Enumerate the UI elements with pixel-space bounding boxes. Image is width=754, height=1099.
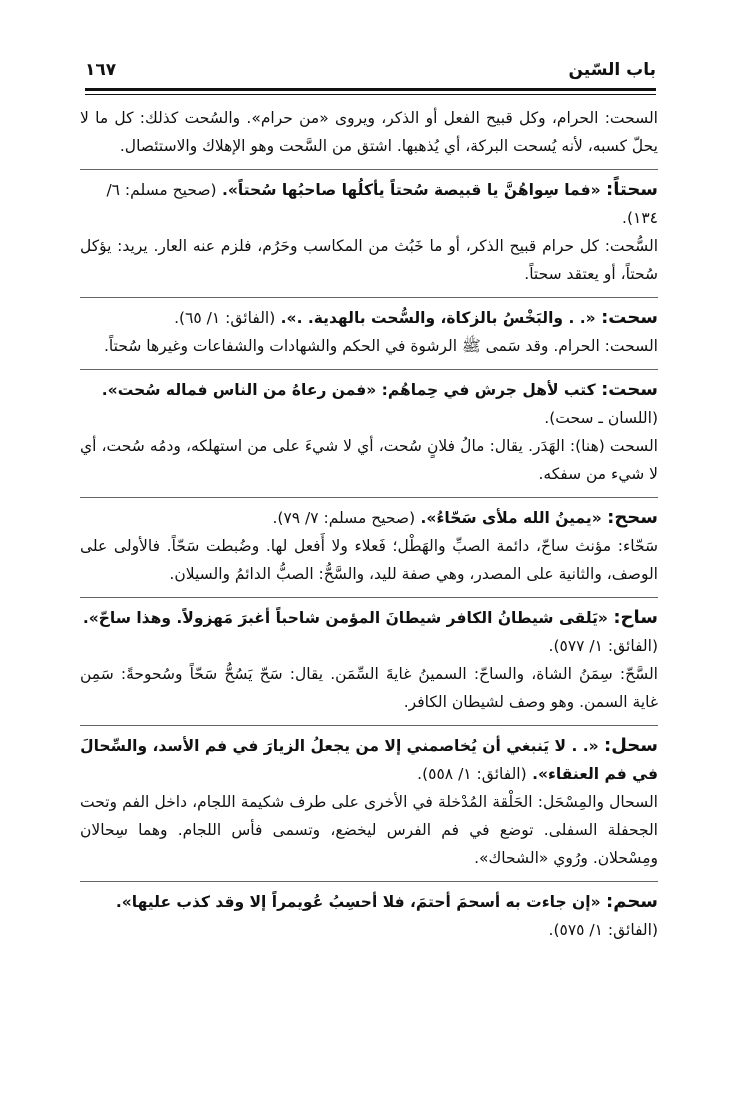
entry-divider (80, 881, 658, 882)
entry-source: (صحيح مسلم: ٧/ ٧٩). (272, 509, 416, 527)
entry (80, 176, 658, 288)
entry-source: (صحيح مسلم: ٦/ ١٣٤). (106, 181, 658, 227)
entry-divider (80, 169, 658, 170)
entry (80, 888, 658, 944)
entry-head (80, 504, 658, 532)
entry-term: سحم: (606, 891, 658, 912)
entry-head (80, 888, 658, 944)
entry (80, 304, 658, 360)
entry-term: سحت: (601, 379, 658, 400)
header-rule-thin (85, 94, 656, 95)
entry-quote: «يَلقى شيطانُ الكافر شيطانَ المؤمن شاحباً أغبرَ مَهزولاً. وهذا ساحّ». (82, 609, 608, 627)
entry-source: (الفائق: ١/ ٥٧٧). (548, 637, 658, 655)
entry-divider (80, 497, 658, 498)
entry-definition: السحال والمِسْحَل: الحَلْقة المُدْخلة في الأخرى على طرف شكيمة اللجام، داخل الفم وتحت الجحفلة السفلى. توضع في فم الفرس ليخضع، وتسمى فأس اللجام. وهما سِحالان ومِسْحلان. ورُوي «الشحاك». (80, 793, 658, 867)
entry-source: (الفائق: ١/ ٥٧٥). (548, 921, 658, 939)
entry-term: سحل: (604, 735, 658, 756)
entry (80, 104, 658, 160)
entry-divider (80, 369, 658, 370)
entry-divider (80, 725, 658, 726)
entry-definition: السَّحّ: سِمَنُ الشاة، والساحّ: السمينُ غايةَ السِّمَن. يقال: سَحّ يَسُحُّ سَحّاً وسُحوحةً: سَمِن غاية السمن. وهو وصف لشيطان الكافر. (80, 665, 658, 711)
entry-definition: السحت (هنا): الهَدَر. يقال: مالُ فلانٍ سُحت، أي لا شيءَ على من استهلكه، ودمُه سُحت، أي لا شيء من سفكه. (80, 437, 658, 483)
entry-quote: «فما سِواهُنَّ يا قبيصة سُحتاً يأكلُها صاحبُها سُحتاً». (221, 181, 601, 199)
entry-source: (الفائق: ١/ ٥٥٨). (417, 765, 527, 783)
entry (80, 504, 658, 588)
entry (80, 604, 658, 716)
entry-term: سحتاً: (606, 179, 658, 200)
entry (80, 732, 658, 872)
entry-quote: كتب لأهل جرش في حِماهُم: «فمن رعاهُ من الناس فماله سُحت». (101, 381, 596, 399)
entry-term: ساح: (613, 607, 658, 628)
entry-definition: السُّحت: كل حرام قبيح الذكر، أو ما خَبُث من المكاسب وحَرُم، فلزم عنه العار. يريد: يؤكل سُحتاً، أو يعتقد سحتاً. (80, 237, 658, 283)
header-rule-thick (85, 88, 656, 91)
entry-term: سحح: (607, 507, 658, 528)
section-title: باب السّين (568, 60, 656, 80)
entry-definition: السحت: الحرام. وقد سَمى ﷺ الرشوة في الحكم والشهادات والشفاعات وغيرها سُحتاً. (104, 337, 658, 355)
entry-definition: سَحّاء: مؤنث ساحّ، دائمة الصبِّ والهَطْل؛ فَعلاء ولا أَفعل لها. وضُبطت سَحّاً. فالأولى على الوصف، والثانية على المصدر، وهي صفة لليد، والسَّحُّ: الصبُّ الدائمُ والسيلان. (80, 537, 658, 583)
entry-quote: «يمينُ الله ملأى سَحّاءُ». (420, 509, 602, 527)
entry-quote: «. . والبَخْسُ بالزكاة، والسُّحت بالهدية. .». (280, 309, 596, 327)
entry-source: (اللسان ـ سحت). (544, 409, 658, 427)
entry-head (80, 376, 658, 432)
entry-head (80, 304, 658, 332)
entry-definition: السحت: الحرام، وكل قبيح الفعل أو الذكر، ويروى «من حرام». والسُحت كذلك: كل ما لا يحلّ كسبه، لأنه يُسحت البركة، أي يُذهبها. اشتق من السَّحت وهو الإهلاك والاستئصال. (80, 109, 658, 155)
entry-quote: «. . لا يَنبغي أن يُخاصمني إلا من يجعلُ الزيارَ في فم الأسد، والسِّحالَ في فم العنقاء». (80, 737, 658, 783)
entries-list (80, 104, 658, 953)
entry-source: (الفائق: ١/ ٦٥). (174, 309, 276, 327)
entry-head (80, 604, 658, 660)
page-number: ١٦٧ (85, 60, 117, 80)
entry-head (80, 176, 658, 232)
entry-quote: «إن جاءت به أسحمَ أحتمَ، فلا أحسِبُ عُويمراً إلا وقد كذب عليها». (115, 893, 601, 911)
entry-term: سحت: (601, 307, 658, 328)
entry-divider (80, 297, 658, 298)
running-header (85, 50, 656, 90)
entry-head (80, 732, 658, 788)
entry-divider (80, 597, 658, 598)
entry (80, 376, 658, 488)
